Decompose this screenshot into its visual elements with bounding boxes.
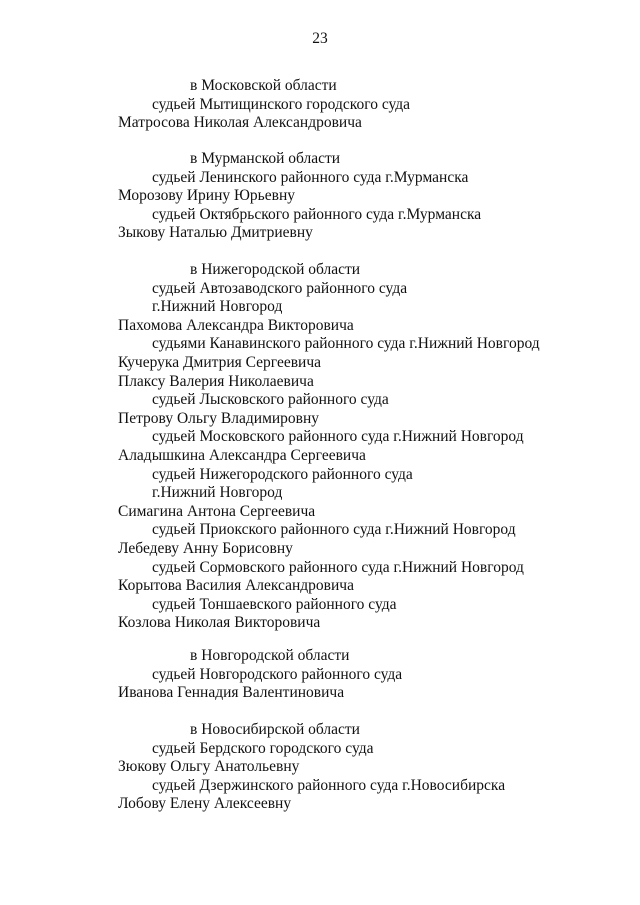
court-line: судьей Новгородского районного суда	[152, 665, 403, 683]
section-novgorod-oblast	[0, 647, 640, 703]
court-line: судьей Бердского городского суда	[152, 739, 374, 757]
court-line: судьями Канавинского районного суда г.Нижний Новгород	[152, 335, 540, 353]
person-name: Симагина Антона Сергеевича	[118, 502, 316, 520]
court-line: судьей Приокского районного суда г.Нижний Новгород	[152, 521, 516, 539]
court-line: г.Нижний Новгород	[152, 298, 283, 316]
person-name: Морозову Ирину Юрьевну	[118, 187, 295, 205]
court-line: г.Нижний Новгород	[152, 484, 283, 502]
person-name: Зыкову Наталью Дмитриевну	[118, 224, 313, 242]
person-name: Кучерука Дмитрия Сергеевича	[118, 353, 321, 371]
court-line: судьей Автозаводского районного суда	[152, 279, 408, 297]
person-name: Лобову Елену Алексеевну	[118, 795, 292, 813]
court-line: судьей Лысковского районного суда	[152, 391, 389, 409]
person-name: Лебедеву Анну Борисовну	[118, 539, 293, 557]
court-line: судьей Нижегородского районного суда	[152, 465, 413, 483]
court-line: судьей Мытищинского городского суда	[152, 95, 411, 113]
region-heading: в Мурманской области	[190, 150, 341, 167]
person-name: Корытова Василия Александровича	[118, 577, 354, 595]
person-name: Аладышкина Александра Сергеевича	[118, 446, 366, 464]
person-name: Плаксу Валерия Николаевича	[118, 372, 314, 390]
section-moscow-oblast	[0, 77, 640, 133]
page-number: 23	[312, 30, 328, 47]
region-heading: в Новосибирской области	[190, 721, 360, 738]
person-name: Зюкову Ольгу Анатольевну	[118, 758, 300, 776]
person-name: Пахомова Александра Викторовича	[118, 316, 354, 334]
person-name: Матросова Николая Александровича	[118, 114, 362, 132]
person-name: Козлова Николая Викторовича	[118, 614, 321, 632]
region-heading: в Московской области	[190, 77, 337, 94]
court-line: судьей Сормовского районного суда г.Нижний Новгород	[152, 558, 524, 576]
person-name: Петрову Ольгу Владимировну	[118, 409, 320, 427]
court-line: судьей Дзержинского районного суда г.Новосибирска	[152, 776, 506, 794]
court-line: судьей Московского районного суда г.Нижний Новгород	[152, 428, 524, 446]
region-heading: в Нижегородской области	[190, 261, 361, 278]
section-novosibirsk-oblast	[0, 721, 640, 814]
person-name: Иванова Геннадия Валентиновича	[118, 684, 345, 702]
court-line: судьей Ленинского районного суда г.Мурманска	[152, 168, 469, 186]
court-line: судьей Тоншаевского районного суда	[152, 595, 397, 613]
region-heading: в Новгородской области	[190, 647, 350, 664]
section-murmansk-oblast	[0, 150, 640, 243]
section-nizhny-novgorod-oblast	[0, 261, 640, 633]
court-line: судьей Октябрьского районного суда г.Мурманска	[152, 205, 482, 223]
